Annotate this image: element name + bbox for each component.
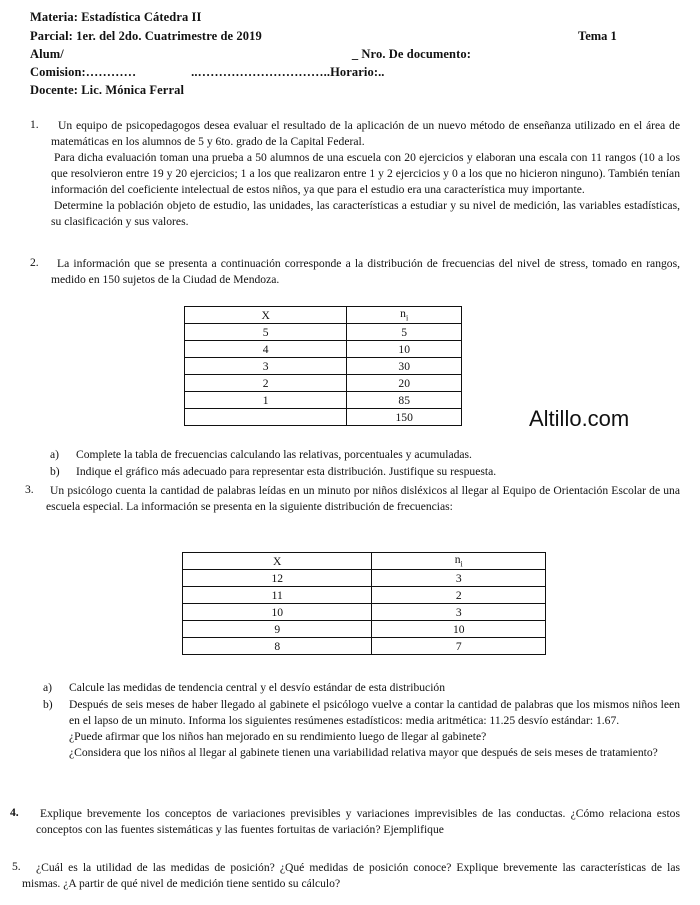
table-row xyxy=(183,570,546,587)
cell-x: 1 xyxy=(185,392,347,409)
q3-frequency-table xyxy=(182,552,546,655)
cell-total: 150 xyxy=(347,409,462,426)
q3-number: 3. xyxy=(25,483,34,496)
table-header-row xyxy=(183,553,546,570)
table-row xyxy=(183,604,546,621)
q3-item-a: a) Calcule las medidas de tendencia central y el desvío estándar de esta distribución xyxy=(43,681,446,694)
teacher-line: Docente: Lic. Mónica Ferral xyxy=(30,83,185,97)
cell-n: 20 xyxy=(347,375,462,392)
column-n-header: $n_i$ xyxy=(372,553,546,570)
q3-item-b-paragraph-3: ¿Considera que los niños al llegar al gabinete tienen una variabilidad relativa mayor que después de seis meses de tratamiento? xyxy=(69,746,658,759)
q1-paragraph-1: Un equipo de psicopedagogos desea evaluar el resultado de la aplicación de un nuevo método de enseñanza utilizado en el área de matemáticas en los alumnos de 5 y 6to. grado de la Capital Federal. xyxy=(51,119,680,148)
cell-x: 3 xyxy=(185,358,347,375)
q5-number: 5. xyxy=(12,860,21,873)
q5-text xyxy=(22,860,680,892)
commission-line xyxy=(30,65,385,80)
table-row xyxy=(185,324,462,341)
cell-x: 2 xyxy=(185,375,347,392)
cell-n: 2 xyxy=(372,587,546,604)
table-row xyxy=(185,358,462,375)
cell-x: 10 xyxy=(183,604,372,621)
cell-n: 10 xyxy=(372,621,546,638)
q2-frequency-table xyxy=(184,306,462,426)
cell-n: 10 xyxy=(347,341,462,358)
cell-n: 3 xyxy=(372,604,546,621)
q2-item-b: b) Indique el gráfico más adecuado para representar esta distribución. Justifique su respuesta. xyxy=(50,465,497,478)
table-row xyxy=(183,638,546,655)
cell-x: 8 xyxy=(183,638,372,655)
cell-x: 12 xyxy=(183,570,372,587)
table-row xyxy=(185,341,462,358)
cell-n: 85 xyxy=(347,392,462,409)
q1-body xyxy=(51,118,680,230)
table-header-row xyxy=(185,307,462,324)
student-label: Alum/ xyxy=(30,47,64,61)
document-number-label: _ Nro. De documento: xyxy=(351,47,471,61)
table-total-row xyxy=(185,409,462,426)
q5-paragraph: ¿Cuál es la utilidad de las medidas de posición? ¿Qué medidas de posición conoce? Explique brevemente las características de las mismas. ¿A partir de qué nivel de medición tiene sentido su cálculo? xyxy=(22,861,680,890)
q2-item-a: a) Complete la tabla de frecuencias calculando las relativas, porcentuales y acumuladas. xyxy=(50,448,472,461)
cell-n: 5 xyxy=(347,324,462,341)
cell-x: 4 xyxy=(185,341,347,358)
cell-x: 5 xyxy=(185,324,347,341)
column-x-header: X xyxy=(183,553,372,570)
site-watermark: Altillo.com xyxy=(529,406,630,431)
q2-number: 2. xyxy=(30,256,39,269)
exam-heading: Parcial: 1er. del 2do. Cuatrimestre de 2019 xyxy=(30,29,262,43)
q3-text xyxy=(46,483,680,515)
theme-label: Tema 1 xyxy=(578,29,617,43)
table-row xyxy=(183,621,546,638)
schedule-label: Horario:.. xyxy=(330,65,385,79)
q1-number: 1. xyxy=(30,118,39,131)
q3-paragraph: Un psicólogo cuenta la cantidad de palabras leídas en un minuto por niños disléxicos al llegar al Equipo de Orientación Escolar de una escuela especial. La información se presenta en la siguiente distribución de frecuencias: xyxy=(46,484,680,513)
table-row xyxy=(183,587,546,604)
q3-item-b-paragraph-2: ¿Puede afirmar que los niños han mejorado en su rendimiento luego de llegar al gabinete? xyxy=(69,730,487,743)
q3-item-b-paragraph-1: Después de seis meses de haber llegado al gabinete el psicólogo vuelve a contar la cantidad de palabras que los mismos niños leen en el lapso de un minuto. Informa los siguientes resúmenes estadísticos: media aritmética: 11.25 desvío estándar: 1.67. xyxy=(69,698,680,727)
cell-n: 30 xyxy=(347,358,462,375)
table-row xyxy=(185,392,462,409)
cell-x: 11 xyxy=(183,587,372,604)
cell-x xyxy=(185,409,347,426)
q1-paragraph-2: Para dicha evaluación toman una prueba a 50 alumnos de una escuela con 20 ejercicios y elaboran una escala con 11 rangos (10 a los que resolvieron entre 19 y 20 ejercicios; 1 a los que realizaron entre 1 y 2 ejercicios y 0 a los que no hicieron ninguno). También tenían información del coeficiente intelectual de estos niños, ya que para el estudio era una característica muy importante. xyxy=(51,151,680,196)
cell-n: 3 xyxy=(372,570,546,587)
q2-text xyxy=(51,256,680,288)
commission-label: Comision:………… xyxy=(30,65,137,79)
q4-paragraph: Explique brevemente los conceptos de variaciones previsibles y variaciones imprevisibles de las conductas. ¿Cómo relaciona estos conceptos con las fuentes sistemáticas y las fuentes fortuitas de variación? Ejemplifique xyxy=(36,807,680,836)
q3-item-b-body xyxy=(69,697,680,761)
q3-item-b-label: b) xyxy=(43,698,53,711)
q4-number: 4. xyxy=(10,806,19,819)
student-line xyxy=(30,47,471,62)
column-n-header: $n_i$ xyxy=(347,307,462,324)
table-row xyxy=(185,375,462,392)
q2-paragraph: La información que se presenta a continuación corresponde a la distribución de frecuencias del nivel de stress, tomado en rangos, medido en 150 sujetos de la Ciudad de Mendoza. xyxy=(51,257,680,286)
cell-x: 9 xyxy=(183,621,372,638)
subject-heading: Materia: Estadística Cátedra II xyxy=(30,10,202,24)
commission-dots: ..………………………….. xyxy=(191,65,331,79)
cell-n: 7 xyxy=(372,638,546,655)
column-x-header: X xyxy=(185,307,347,324)
q4-text xyxy=(36,806,680,838)
q1-paragraph-3: Determine la población objeto de estudio, las unidades, las características a estudiar y su nivel de medición, las variables estadísticas, su clasificación y sus valores. xyxy=(51,199,680,228)
